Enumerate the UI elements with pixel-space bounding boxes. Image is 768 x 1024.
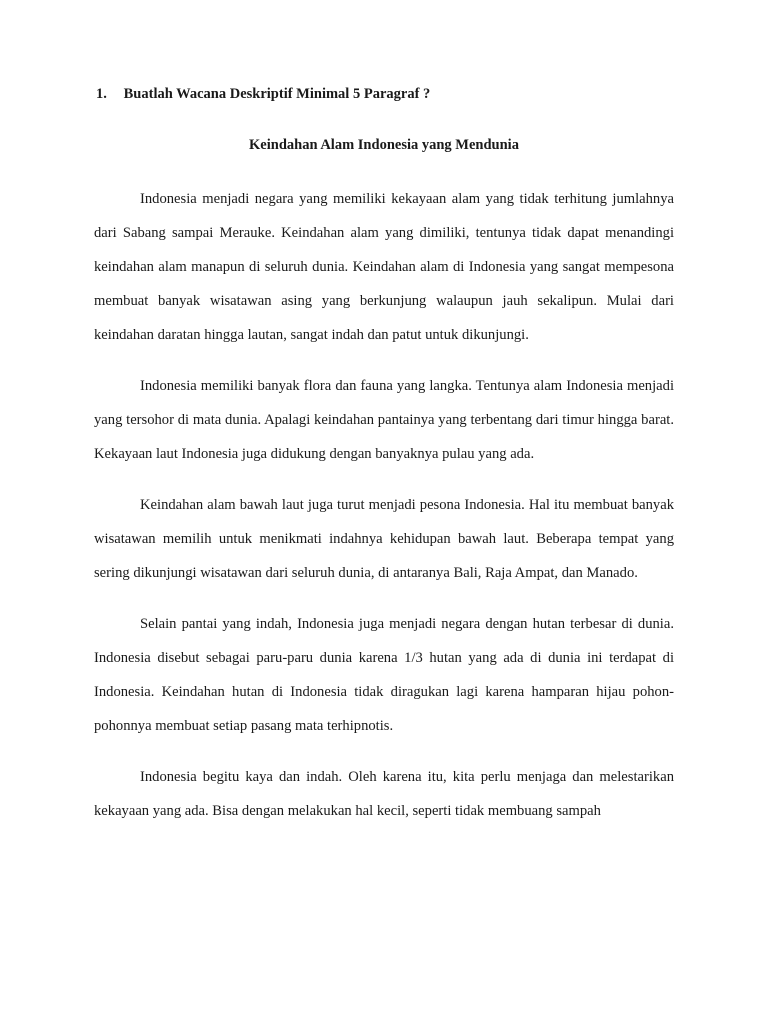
question-heading bbox=[96, 86, 430, 103]
paragraph-3: Keindahan alam bawah laut juga turut menjadi pesona Indonesia. Hal itu membuat banyak wisatawan memilih untuk menikmati indahnya kehidupan bawah laut. Beberapa tempat yang sering dikunjungi wisatawan dari seluruh dunia, di antaranya Bali, Raja Ampat, dan Manado. bbox=[94, 497, 674, 581]
question-number: 1. bbox=[96, 86, 107, 102]
essay-title: Keindahan Alam Indonesia yang Mendunia bbox=[249, 137, 519, 153]
essay-body bbox=[94, 182, 674, 845]
paragraph-2: Indonesia memiliki banyak flora dan fauna yang langka. Tentunya alam Indonesia menjadi yang tersohor di mata dunia. Apalagi keindahan pantainya yang terbentang dari timur hingga barat. Kekayaan laut Indonesia juga didukung dengan banyaknya pulau yang ada. bbox=[94, 378, 674, 462]
paragraph-4: Selain pantai yang indah, Indonesia juga menjadi negara dengan hutan terbesar di dunia. Indonesia disebut sebagai paru-paru dunia karena 1/3 hutan yang ada di dunia ini terdapat di Indonesia. Keindahan hutan di Indonesia tidak diragukan lagi karena hamparan hijau pohon-pohonnya membuat setiap pasang mata terhipnotis. bbox=[94, 616, 674, 734]
paragraph-5: Indonesia begitu kaya dan indah. Oleh karena itu, kita perlu menjaga dan melestarikan kekayaan yang ada. Bisa dengan melakukan hal kecil, seperti tidak membuang sampah bbox=[94, 769, 674, 819]
paragraph-1: Indonesia menjadi negara yang memiliki kekayaan alam yang tidak terhitung jumlahnya dari Sabang sampai Merauke. Keindahan alam yang dimiliki, tentunya tidak dapat menandingi keindahan alam manapun di seluruh dunia. Keindahan alam di Indonesia yang sangat mempesona membuat banyak wisatawan asing yang berkunjung walaupun jauh sekalipun. Mulai dari keindahan daratan hingga lautan, sangat indah dan patut untuk dikunjungi. bbox=[94, 191, 674, 343]
question-text: Buatlah Wacana Deskriptif Minimal 5 Paragraf ? bbox=[123, 86, 431, 102]
